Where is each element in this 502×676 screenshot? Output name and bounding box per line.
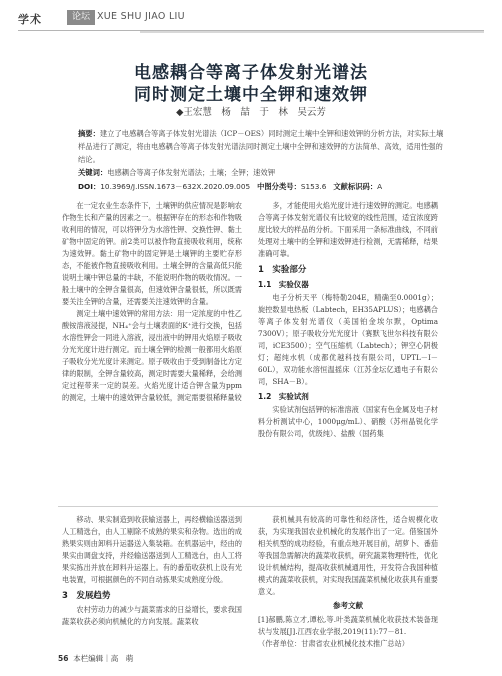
section-heading: 1 实验部分 (258, 265, 307, 275)
abstract-block (78, 127, 450, 179)
abstract-label: 摘要： (78, 129, 100, 138)
body-paragraph: 多，才能使用火焰光度计进行速效钾的测定。电感耦合等离子体发射光谱仪有比较宽的线性范围，适宜浓度跨度比较大的样品的分析。下面采用一条标准曲线，不同前处理对土壤中的全钾和速效钾进行检测，无需稀释，结果准确可靠。 (258, 201, 438, 258)
body-paragraph: 测定土壤中速效钾的常用方法：用一定浓度的中性乙酸铵溶液浸提，NH₄⁺会与土壤表面的K⁺进行交换，包括水溶性钾会一同进入溶液，浸出液中的钾用火焰原子吸收分光光度计进行测定。而土壤全钾的检测一般都用火焰原子吸收分光光度计来测定。原子吸收由于受到制备比方定律的限制，全钾含量较高，测定时需要大量稀释，会给测定过程带来一定的误差。火焰光度计适合钾含量为ppm的测定，土壤中的速效钾含量较低，测定需要很稀释量较 (62, 309, 242, 402)
clc-label: 中图分类号： (257, 182, 301, 191)
author-affiliation: （作者单位：甘肃省农业机械化技术推广总站） (258, 639, 409, 648)
reference-item: [1]郝鹏,陈立才,谭松,等.叶类蔬菜机械化收获技术装备现状与发展[J].江西农业学报,2019(11):77－81. (258, 615, 438, 636)
keywords-label: 关键词： (78, 168, 108, 177)
body-paragraph: 在一定农业生态条件下，土壤钾的供应情况是影响农作物生长和产量的因素之一。根据钾存在的形态和作物吸收利用的情况，可以将钾分为水溶性钾、交换性钾、黏土矿物中固定的钾。前2类可以被作物直接吸收利用，统称为速效钾。黏土矿物中的固定钾是土壤钾的主要贮存形态，不能被作物直接吸收利用。土壤全钾的含量高低只能说明土壤中钾总量的丰缺，不能说明作物的吸收情况。一般土壤中的全钾含量很高，但速效钾含量很低，所以既需要关注全钾的含量，还需要关注速效钾的含量。 (62, 201, 242, 306)
page-number: 56 (58, 654, 69, 663)
subsection-heading: 1.2 实验试剂 (258, 392, 309, 401)
section-pinyin: XUE SHU JIAO LIU (97, 11, 185, 22)
article-title-line2: 同时测定土壤中全钾和速效钾 (134, 85, 368, 105)
abstract-text: 建立了电感耦合等离子体发射光谱法（ICP－OES）同时测定土壤中全钾和速效钾的分析方法，对实际土壤样品进行了测定，将由电感耦合等离子体发射光谱法同时测定土壤中全钾和速效钾的方法简单、高效，适用性强的结论。 (78, 129, 444, 164)
subsection-heading: 1.1 实验仪器 (258, 280, 309, 289)
page-footer (58, 653, 133, 664)
doc-code-value: A (377, 182, 383, 191)
body-column-right (258, 200, 438, 440)
body-column-left (62, 200, 242, 404)
journal-name: 学术 (18, 13, 42, 26)
body-paragraph: 农村劳动力的减少与蔬菜需求的日益增长，要求我国蔬菜收获必须向机械化的方向发展。蔬菜收 (62, 605, 242, 626)
prev-article-column-left (62, 514, 242, 628)
keywords (78, 166, 450, 179)
section-tag: 论坛 (67, 10, 95, 25)
doi-value: 10.3969/J.ISSN.1673－632X.2020.09.005 (100, 182, 251, 191)
section-heading: 3 发展趋势 (62, 591, 111, 601)
doi-label: DOI： (78, 182, 101, 191)
body-paragraph: 获机械具有较高的可靠性和经济性，适合规模化收获，为实现我国农业机械化的发展作出了一定。借鉴国外相关机型的成功经验，有重点地开展目前，胡萝卜、番茄等我国急需解决的蔬菜收获机，研究蔬菜物理特性，优化设计机械结构，提高收获机械通用性，开发符合我国种植模式的蔬菜收获机，对实现我国蔬菜机械化收获具有重要意义。 (258, 515, 438, 596)
article-divider (58, 506, 438, 507)
editor-credit: 本栏编辑｜高 萌 (73, 654, 134, 663)
references-heading: 参考文献 (333, 601, 363, 610)
prev-article-column-right (258, 514, 438, 650)
abstract (78, 127, 450, 166)
body-paragraph: 实验试剂包括钾的标准溶液（国家有色金属及电子材料分析测试中心，1000μg/mL）、硝酸（苏州晶锐化学股份有限公司，优级纯）、盐酸（国药集 (258, 405, 438, 438)
article-title-line1: 电感耦合等离子体发射光谱法 (134, 63, 368, 83)
body-paragraph: 移动、果实制造到收获输送器上，再经横输送器送到人工精选台，由人工剔除不成熟的果实和杂物。选出的成熟果实则由卸料升运器送入集装箱。在机器运中，经由的果实由调盘支持，并经输送器送到人工精选台，由人工将果实拣出并放在卸料升运器上。有的番茄收获机上设有光电装置，可根据颜色的不同自动拣果实成熟度分级。 (62, 515, 242, 584)
clc-value: S153.6 (300, 182, 327, 191)
keywords-text: 电感耦合等离子体发射光谱法；土壤；全钾；速效钾 (107, 168, 276, 177)
article-meta (78, 182, 458, 192)
body-paragraph: 电子分析天平（梅特勒204E，精确至0.0001g）；旋控数显电热板（Labtech，EH35APLUS）；电感耦合等离子体发射光谱仪（美国铂金埃尔默，Optima 7300V）；原子吸收分光光度计（赛默飞世尔科技有限公司，iCE3500）；空气压缩机（Labtech）；钾空心阴极灯；超纯水机（成都优越科技有限公司，UPTL－I－60L），双功能水溶恒温摇床（江苏金坛亿通电子有限公司，SHA－B）。 (258, 293, 438, 386)
author-list: ◆王宏慧 杨 喆 于 林 吴云芳 (176, 107, 326, 118)
header-rule-accent (140, 31, 484, 33)
doc-code-label: 文献标识码： (333, 182, 378, 191)
